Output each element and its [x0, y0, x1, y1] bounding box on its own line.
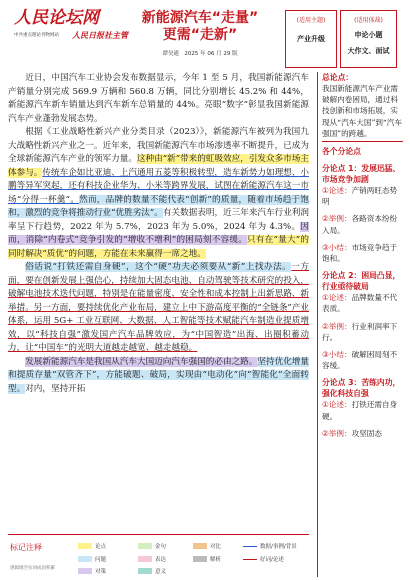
legend-item-evidence — [243, 542, 297, 550]
item-text: 品牌数量不代表质。 — [322, 293, 398, 314]
logo-subtitle: 中共重点理论刊物网站 — [14, 33, 59, 38]
divider — [322, 141, 403, 142]
site-logo[interactable] — [14, 8, 126, 48]
markup-legend — [8, 534, 309, 577]
paragraph-2 — [8, 126, 309, 261]
type-tag-label: (适用体裁) — [354, 17, 383, 24]
item-text: 行业利润率下行。 — [322, 321, 398, 342]
legend-swatch — [78, 556, 92, 562]
legend-label: 数据/事例/背景 — [260, 544, 297, 550]
item-mark: ②举例： — [322, 321, 352, 331]
paragraph-4 — [8, 356, 309, 397]
type-tag — [340, 10, 397, 68]
item-mark: ②举例： — [322, 428, 352, 438]
p4-continuation: 对内，坚持开拓 — [25, 383, 86, 394]
paragraph-1 — [8, 72, 309, 126]
legend-label: 对比 — [210, 544, 222, 550]
legend-label: 意义 — [155, 569, 167, 575]
sub-point-2-item-3 — [322, 349, 403, 371]
item-mark: ③小结： — [322, 350, 352, 360]
sub-point-1-item-2 — [322, 213, 403, 235]
sub-point-1-item-1 — [322, 185, 403, 207]
sub-points-heading: 各个分论点 — [322, 147, 361, 157]
item-mark: ③小结： — [322, 242, 352, 252]
p2-data: 有关数据表明，近三年来汽车行业利润率呈下行趋势，2022 年为 5.7%，2023 年为 5.0%，2024 年为 4.3%。 — [8, 208, 309, 232]
theme-tag — [285, 10, 337, 68]
summary-heading: 总论点： — [322, 73, 354, 82]
legend-item-quote — [138, 542, 166, 550]
article-title-line-1: 新能源汽车“走量” — [141, 10, 259, 26]
logo-text: 人民论坛网 — [14, 8, 99, 28]
analysis-sidebar — [317, 72, 403, 577]
summary-text: 我国新能源汽车产业需破解内卷困局，通过科技创新和市场拓展，实现从“汽车大国”到“汽车强国”的跨越。 — [322, 84, 402, 138]
legend-label: 对策 — [95, 569, 107, 575]
p2-highlight-claim: 这种由“新”带来的虹吸效应，引发众多市场主体参与。 — [8, 154, 309, 178]
item-text: 打铁还需自身硬。 — [322, 400, 398, 421]
legend-swatch — [193, 543, 207, 549]
p2-highlight-conclusion: 因而，消除“内卷式”竞争引发的“增收不增利”的困局刻不容缓。 — [8, 221, 309, 245]
legend-title: 标记注释 — [10, 543, 42, 552]
legend-item-argument — [78, 542, 106, 550]
legend-item-significance — [138, 567, 166, 575]
p2-highlight-problem: 然而，品牌的数量不能代表“创新”的质量，随着市场趋于饱和，激烈的竞争将推动行业“优胜劣汰”。 — [8, 194, 309, 218]
paragraph-1-text: 近日，中国汽车工业协会发布数据显示，今年 1 至 5 月，我国新能源汽车产销量分别完成 569.9 万辆和 560.8 万辆，同比分别增长 45.2% 和 44%，新能源汽车新车销量达到汽车新车总销量的 44%。亮眼“数字”彰显我国新能源汽车产业蓬勃发展态势。 — [8, 73, 309, 124]
author-date: 谭昊通 2025 年 06 月 29 版 — [162, 51, 238, 57]
sub-point-3-heading: 分论点 3：苦练内功，强化科技自强 — [322, 378, 401, 399]
legend-swatch — [138, 543, 152, 549]
item-text: 攻坚固态 — [351, 428, 382, 438]
sub-point-3-item-1 — [322, 399, 403, 421]
legend-item-analysis — [193, 555, 221, 563]
legend-label: 金句 — [155, 544, 167, 550]
legend-swatch — [138, 568, 152, 574]
legend-item-wording — [243, 555, 284, 563]
item-text: 产销两旺态势明 — [322, 186, 398, 207]
sub-point-2-heading: 分论点 2：困局凸显，行业亟待破局 — [322, 271, 401, 292]
legend-label: 问题 — [95, 557, 107, 563]
paragraph-3 — [8, 261, 309, 356]
item-mark: ①论述： — [322, 400, 352, 410]
item-mark: ①论述： — [322, 293, 352, 303]
legend-label: 论点 — [95, 544, 107, 550]
type-tag-value-2: 大作文、面试 — [347, 47, 390, 55]
legend-label: 表达 — [155, 557, 167, 563]
article-body — [8, 72, 309, 534]
sub-point-3-item-2 — [322, 428, 403, 439]
legend-swatch — [138, 556, 152, 562]
theme-tag-value: 产业升级 — [297, 35, 325, 43]
p4-highlight-thesis: 发展新能源汽车是我国从汽车大国迈向汽车强国的必由之路。 — [25, 356, 258, 367]
item-mark: ①论述： — [322, 186, 352, 196]
sub-point-2-item-2 — [322, 321, 403, 343]
p4-highlight-method: 坚持优化增量和提质存量“双管齐下”，方能破题、破局，实现由“电动化”向“智能化”全面转型。 — [8, 356, 309, 394]
sub-point-1-item-3 — [322, 242, 403, 264]
p3-highlight-claim: 俗话说“打铁还需自身硬”，这个“硬”功夫必须要从“新”上找办法。 — [25, 262, 292, 272]
article-title-block — [120, 10, 280, 57]
type-tag-value-1: 申论小题 — [354, 31, 383, 39]
item-text: 破解困局刻不容缓。 — [322, 350, 398, 371]
legend-item-expression — [138, 555, 166, 563]
legend-footer: 逻辑填空实词成语积累 — [10, 566, 55, 571]
p2-context: 根据《工业战略性新兴产业分类目录（2023）》，新能源汽车被列为我国九大战略性新兴产业之一。近年来，我国新能源汽车市场渗透率不断提升，已成为全球新能源汽车产业的领军力量。 — [8, 127, 309, 164]
item-text: 各路资本纷纷入局。 — [322, 214, 398, 235]
legend-swatch — [243, 546, 257, 547]
legend-swatch — [78, 543, 92, 549]
sub-point-1-heading: 分论点 1：发展迅猛、市场竞争加剧 — [322, 164, 401, 185]
legend-label: 好词/论述 — [260, 557, 284, 563]
legend-swatch — [243, 559, 257, 560]
legend-item-contrast — [193, 542, 221, 550]
item-mark: ②举例： — [322, 214, 352, 224]
p2-examples: 传统车企如比亚迪、上汽通用五菱等积极转型，造车新势力如理想、小鹏等异军突起，还有科技企业华为、小米等跨界发展，试图在新能源汽车这一市场“分得一杯羹”。 — [8, 167, 309, 205]
legend-item-countermeasure — [78, 567, 106, 575]
legend-swatch — [78, 568, 92, 574]
article-title-line-2: 更需“走新” — [162, 27, 238, 43]
legend-label: 解析 — [210, 557, 222, 563]
logo-publisher: 人民日报社主管 — [72, 30, 128, 40]
theme-tag-label: (适用主题) — [296, 17, 326, 24]
item-text: 市场竞争趋于饱和。 — [322, 242, 398, 264]
legend-swatch — [193, 556, 207, 562]
p3-measures: 一方面，要在创新发展上强信心，持续加大固态电池、自动驾驶等技术研究的投入，破解电池技术迭代问题，特别是在能量密度、安全性和成本控制上出新思路、新举措。另一方面，要持续优化产业布局，建立上中下游高度平衡的“全链条”产业体系，运用 5G+ 工业互联网、大数据、人工智能等技术赋能汽车制造业提质增效，以“科技自强”激发国产汽车品牌效应，为“中国智造”出海、出圈积蓄动力，让“中国车”的光明大道越走越宽、越走越稳。 — [8, 262, 309, 353]
legend-item-problem — [78, 555, 106, 563]
sub-point-2-item-1 — [322, 292, 403, 314]
p2-highlight-quote: 只有在“量大”的同时解决“质优”的问题，方能在未来赢得一席之地。 — [8, 235, 309, 259]
